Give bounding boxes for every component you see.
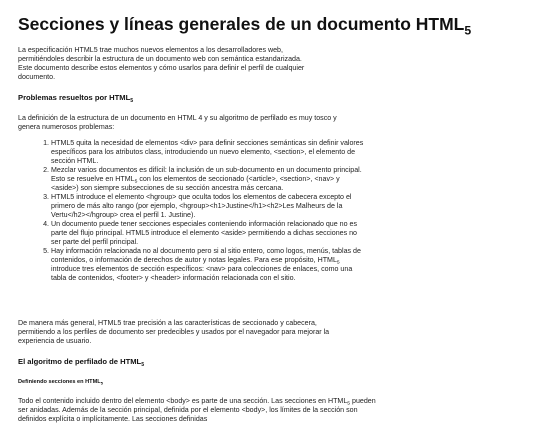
- sections-paragraph: [18, 397, 378, 424]
- problems-list-item: 3. HTML5 introduce el elemento <hgroup> que oculta todos los elementos de cabecera excepto el primero de más alto rango (por ejemplo, <hgroup><h1>Justine</h1><h2>Les Malheurs de la Vertu</h2></hgroup> crea el perfil 1. Justine).: [51, 193, 368, 220]
- defining-sections-heading-text: Definiendo secciones en HTML: [18, 379, 101, 385]
- problems-heading-subscript: 5: [130, 97, 134, 104]
- problems-intro-paragraph: La definición de la estructura de un documento en HTML 4 y su algoritmo de perfilado es muy tosco y genera numerosos problemas:: [18, 114, 337, 131]
- page-title: [18, 14, 522, 38]
- spacer: [18, 283, 522, 319]
- page-title-subscript: 5: [464, 23, 472, 38]
- paragraph-text: Todo el contenido incluido dentro del elemento <body> es parte de una sección. Las secciones en HTML: [18, 397, 348, 405]
- problems-list-item: [51, 166, 368, 193]
- item-text: con los elementos de seccionado (<article>, <section>, <nav> y <aside>) son siempre subsecciones de su sección ancestra más cercana.: [51, 175, 340, 192]
- algorithm-heading-subscript: 5: [141, 361, 145, 368]
- defining-sections-heading-subscript: 5: [100, 380, 103, 386]
- problems-heading: [18, 93, 522, 102]
- problems-list-item: [51, 247, 368, 283]
- page-title-text: Secciones y líneas generales de un documento HTML: [18, 14, 465, 34]
- problems-list: [18, 139, 368, 283]
- item-text: Hay información relacionada no al documento pero si al sitio entero, como logos, menús, tablas de contenidos, o información de derechos de autor y notas legales. Para ese propósito, HTML: [51, 247, 361, 264]
- paragraph-subscript: 5: [347, 401, 351, 407]
- item-subscript: 5: [134, 179, 138, 185]
- paragraph-text: pueden ser anidadas. Además de la sección principal, definida por el elemento <body>, los límites de la sección son definidos explícita o implícitamente. Las secciones definidas: [18, 397, 376, 423]
- algorithm-heading: [18, 357, 522, 366]
- problems-list-item: 1. HTML5 quita la necesidad de elementos <div> para definir secciones semánticas sin definir valores específicos para los atributos class, introduciendo un nuevo elemento, <section>, el elemento de sección HTML.: [51, 139, 368, 166]
- intro-paragraph: La especificación HTML5 trae muchos nuevos elementos a los desarrolladores web, permitiéndoles describir la estructura de un documento web con semántica estandarizada. Este documento describe estos elementos y cómo usarlos para definir el perfil de cualquier documento.: [18, 46, 305, 81]
- item-text: Mezclar varios documentos es difícil: la inclusión de un sub-documento en un documento principal. Esto se resuelve en HTML: [51, 166, 362, 183]
- problems-list-item: 4. Un documento puede tener secciones especiales conteniendo información relacionado que no es parte del flujo principal. HTML5 introduce el elemento <aside> permitiendo a dichas secciones no ser parte del perfil principal.: [51, 220, 368, 247]
- defining-sections-heading: [18, 378, 522, 386]
- algorithm-heading-text: El algoritmo de perfilado de HTML: [18, 357, 142, 366]
- item-subscript: 5: [336, 260, 340, 266]
- item-text: introduce tres elementos de sección específicos: <nav> para colecciones de enlaces, como una tabla de contenidos, <footer> y <header> información relacionada con el sitio.: [51, 265, 353, 282]
- closing-paragraph: De manera más general, HTML5 trae precisión a las características de seccionado y cabecera, permitiendo a los perfiles de documento ser predecibles y usados por el navegador para mejorar la experiencia de usuario.: [18, 319, 330, 345]
- problems-heading-text: Problemas resueltos por HTML: [18, 93, 131, 102]
